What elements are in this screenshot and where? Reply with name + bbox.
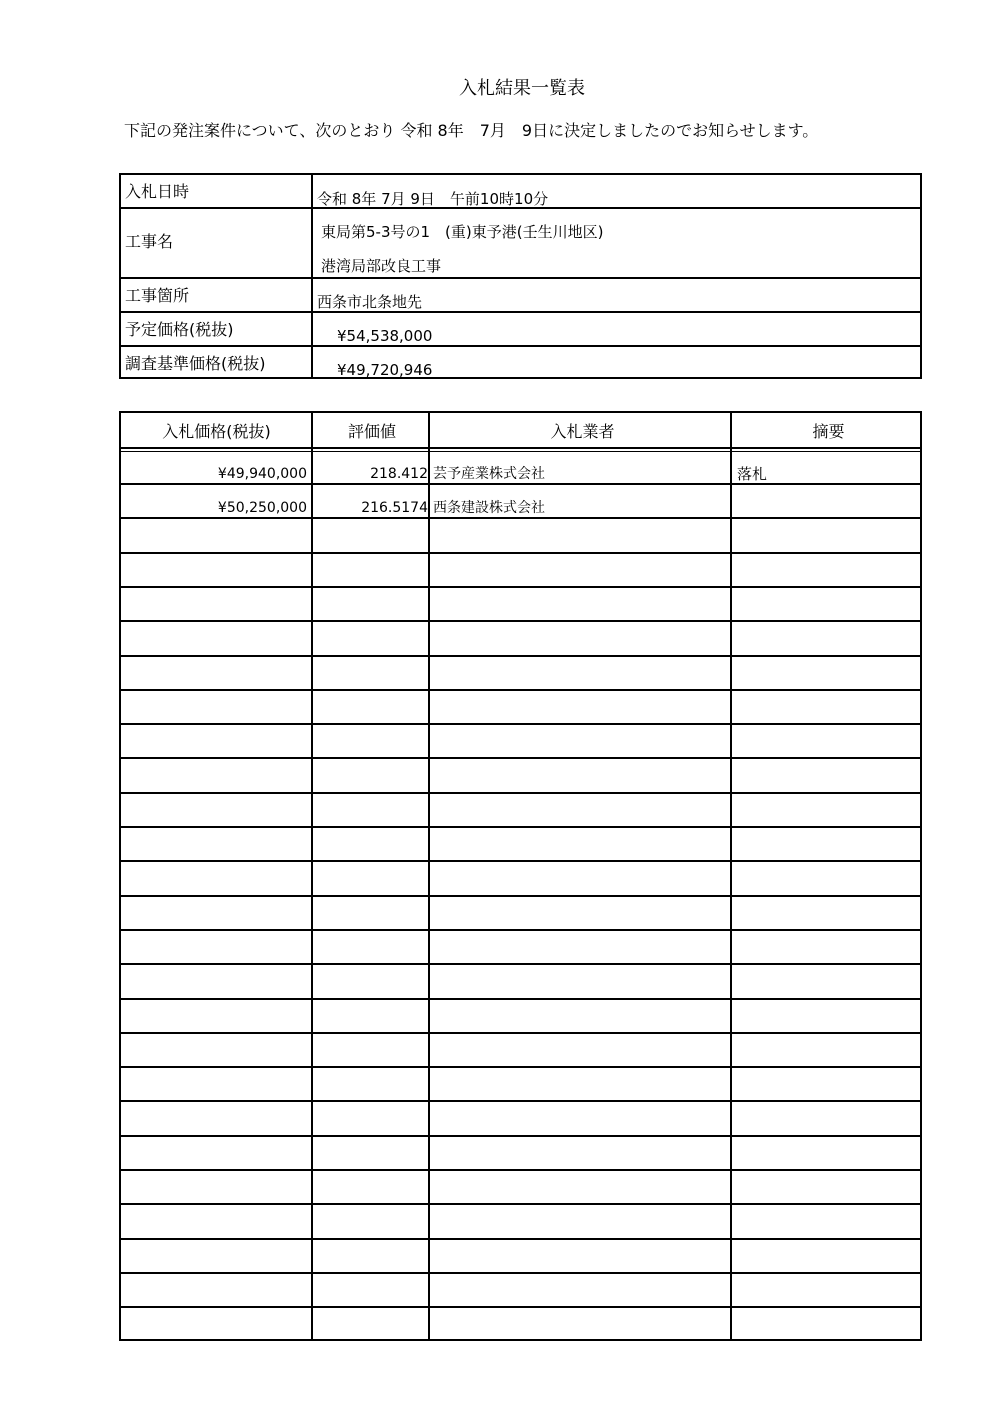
intro-text: 下記の発注案件について、次のとおり 令和 8年 7月 9日に決定しましたのでお知らせします。 xyxy=(124,121,819,140)
row-divider xyxy=(121,929,920,931)
row-divider xyxy=(121,860,920,862)
row-divider xyxy=(121,447,920,449)
row-2-price: ¥50,250,000 xyxy=(217,500,307,516)
location-value: 西条市北条地先 xyxy=(317,293,423,311)
info-row-date xyxy=(121,175,920,209)
info-row-planned-price xyxy=(121,313,920,347)
info-row-survey-price xyxy=(121,347,920,379)
row-divider xyxy=(121,689,920,691)
row-divider xyxy=(121,483,920,485)
row-2-bidder: 西条建設株式会社 xyxy=(433,500,545,516)
row-divider xyxy=(121,1032,920,1034)
date-label: 入札日時 xyxy=(121,175,313,207)
row-divider xyxy=(121,1203,920,1205)
row-divider xyxy=(121,826,920,828)
header-note: 摘要 xyxy=(812,422,845,441)
survey-price-label: 調査基準価格(税抜) xyxy=(121,347,313,379)
row-divider xyxy=(121,586,920,588)
info-row-work-name xyxy=(121,209,920,279)
row-divider xyxy=(121,757,920,759)
row-divider xyxy=(121,792,920,794)
header-price: 入札価格(税抜) xyxy=(162,422,271,441)
row-divider xyxy=(121,998,920,1000)
info-table xyxy=(119,173,922,379)
row-divider xyxy=(121,552,920,554)
info-row-location xyxy=(121,279,920,313)
results-table xyxy=(119,411,922,1341)
row-divider xyxy=(121,451,920,452)
row-divider xyxy=(121,1135,920,1137)
work-name-line1: 東局第5-3号の1 (重)東予港(壬生川地区) xyxy=(321,223,604,241)
header-bidder: 入札業者 xyxy=(550,422,615,441)
header-score: 評価値 xyxy=(347,422,396,441)
planned-price-label: 予定価格(税抜) xyxy=(121,313,313,345)
row-divider xyxy=(121,517,920,519)
row-divider xyxy=(121,1272,920,1274)
row-1-score: 218.412 xyxy=(370,466,428,482)
row-divider xyxy=(121,895,920,897)
location-label: 工事箇所 xyxy=(121,279,313,311)
planned-price-value: ¥54,538,000 xyxy=(337,327,433,345)
row-divider xyxy=(121,620,920,622)
survey-price-value: ¥49,720,946 xyxy=(337,361,433,379)
row-divider xyxy=(121,1066,920,1068)
work-name-label: 工事名 xyxy=(121,209,313,277)
row-divider xyxy=(121,1238,920,1240)
row-divider xyxy=(121,1306,920,1308)
date-value: 令和 8年 7月 9日 午前10時10分 xyxy=(317,190,549,208)
row-divider xyxy=(121,963,920,965)
row-divider xyxy=(121,1100,920,1102)
row-1-note: 落札 xyxy=(737,465,768,483)
row-1-bidder: 芸予産業株式会社 xyxy=(433,466,545,482)
row-divider xyxy=(121,723,920,725)
row-divider xyxy=(121,655,920,657)
row-divider xyxy=(121,1169,920,1171)
work-name-line2: 港湾局部改良工事 xyxy=(321,257,442,275)
row-1-price: ¥49,940,000 xyxy=(217,466,307,482)
page-title: 入札結果一覧表 xyxy=(459,78,585,99)
row-2-score: 216.5174 xyxy=(361,500,428,516)
